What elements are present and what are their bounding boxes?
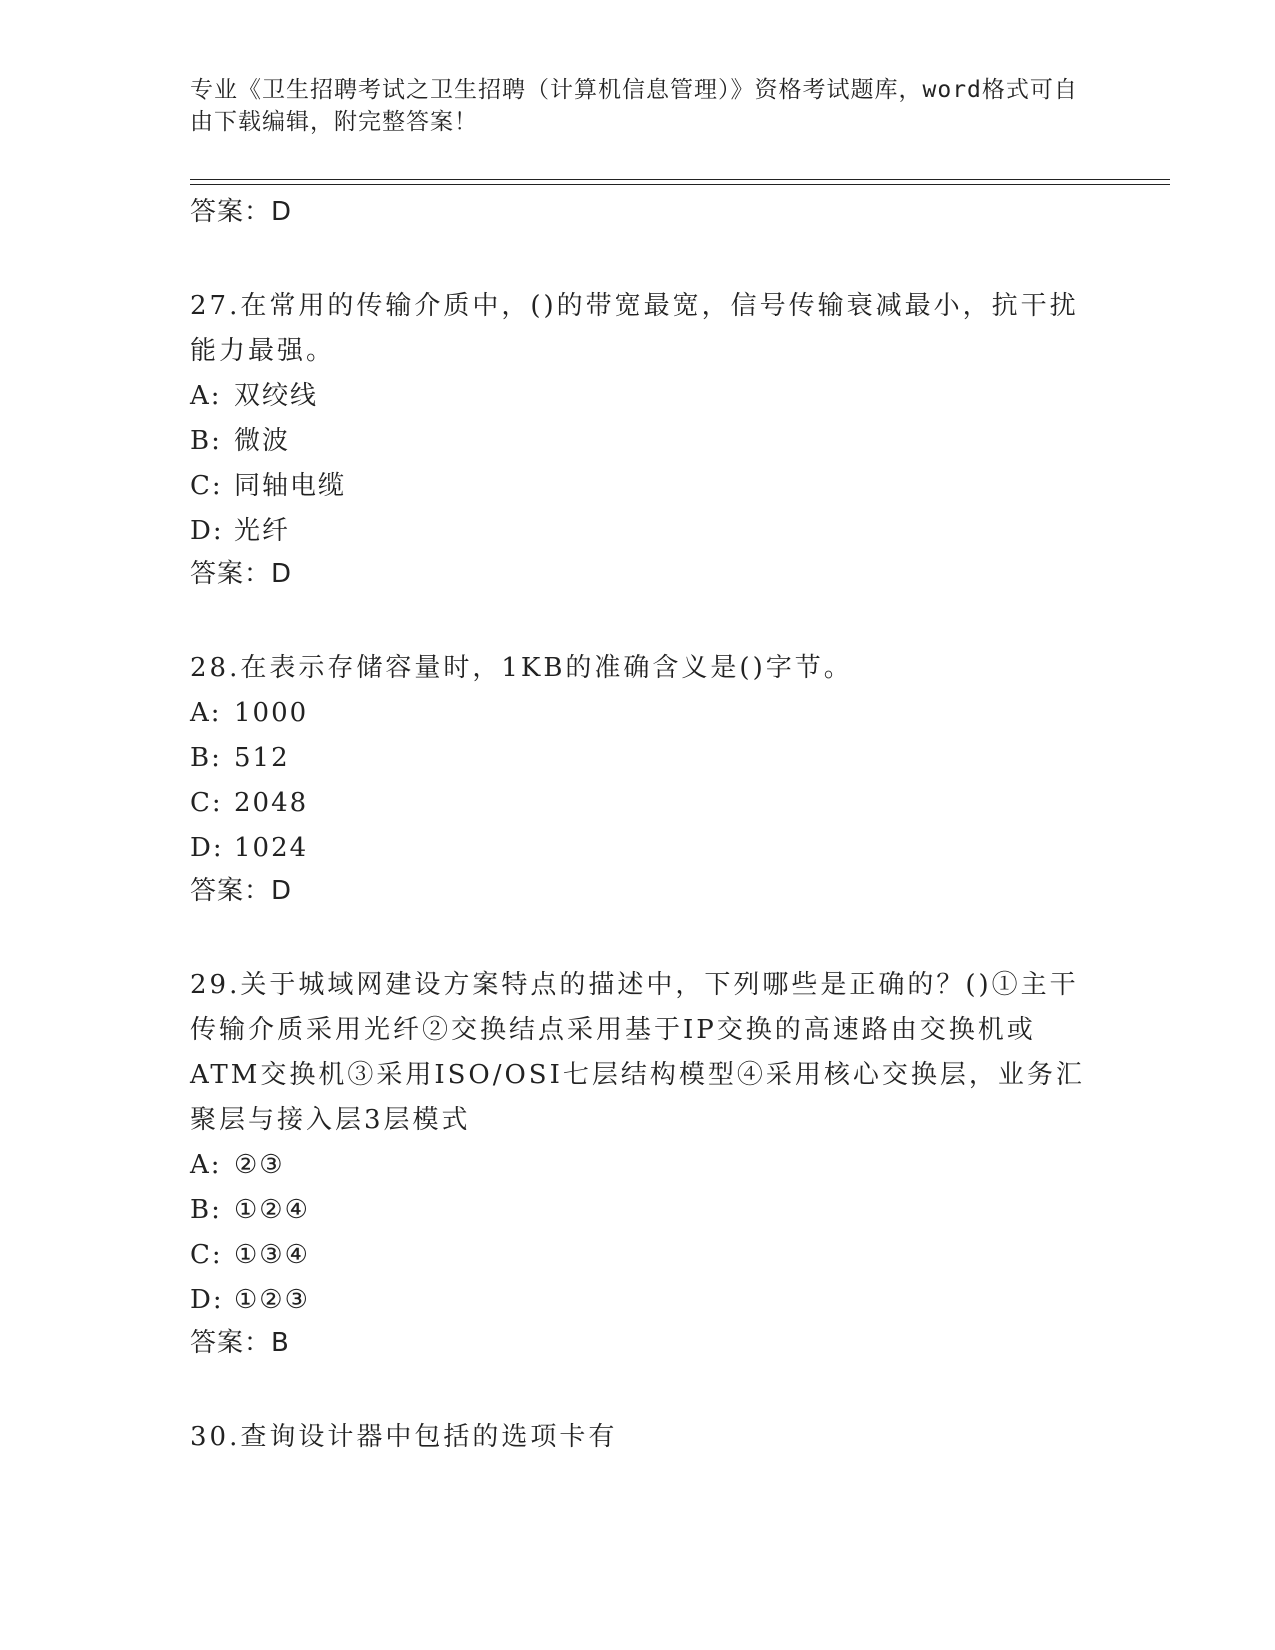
option-d (190, 826, 1090, 871)
question-28 (190, 646, 1090, 911)
option-key: A: (190, 381, 222, 411)
answer-line: 答案：D (190, 876, 293, 906)
option-value: 1024 (234, 833, 309, 863)
answer-line: 答案：B (190, 1328, 290, 1358)
question-30 (190, 1415, 1090, 1460)
question-text: 28.在表示存储容量时，1KB的准确含义是()字节。 (190, 653, 853, 683)
option-c (190, 464, 1090, 509)
option-key: B: (190, 743, 222, 773)
option-key: C: (190, 471, 223, 501)
option-b (190, 419, 1090, 464)
option-a (190, 1143, 1090, 1188)
option-value: 同轴电缆 (234, 471, 347, 501)
option-key: C: (190, 788, 223, 818)
option-value: 微波 (234, 426, 291, 456)
option-value: 双绞线 (234, 381, 319, 411)
option-d (190, 1278, 1090, 1323)
answer-line: 答案：D (190, 197, 293, 227)
option-key: A: (190, 698, 222, 728)
option-key: A: (190, 1150, 222, 1180)
option-value: 2048 (234, 788, 309, 818)
option-value: ①②④ (234, 1195, 310, 1225)
question-29 (190, 963, 1090, 1363)
option-value: 512 (234, 743, 290, 773)
option-value: 1000 (234, 698, 309, 728)
answer-line: 答案：D (190, 559, 293, 589)
option-a (190, 691, 1090, 736)
option-value: ②③ (234, 1150, 285, 1180)
document-body (190, 192, 1090, 1460)
option-b (190, 1188, 1090, 1233)
option-key: D: (190, 1285, 224, 1315)
option-c (190, 781, 1090, 826)
option-key: D: (190, 833, 224, 863)
option-b (190, 736, 1090, 781)
option-d (190, 509, 1090, 554)
question-27 (190, 284, 1090, 594)
option-a (190, 374, 1090, 419)
option-key: D: (190, 516, 224, 546)
option-key: B: (190, 1195, 222, 1225)
option-value: ①②③ (234, 1285, 310, 1315)
page-header: 专业《卫生招聘考试之卫生招聘（计算机信息管理）》资格考试题库，word格式可自由下载编辑，附完整答案！ (190, 77, 1078, 135)
option-value: ①③④ (234, 1240, 310, 1270)
option-key: B: (190, 426, 222, 456)
option-c (190, 1233, 1090, 1278)
option-value: 光纤 (234, 516, 291, 546)
question-text: 27.在常用的传输介质中，()的带宽最宽，信号传输衰减最小，抗干扰能力最强。 (190, 291, 1079, 366)
question-text: 29.关于城域网建设方案特点的描述中，下列哪些是正确的？()①主干传输介质采用光纤②交换结点采用基于IP交换的高速路由交换机或ATM交换机③采用ISO/OSI七层结构模型④采用核心交换层，业务汇聚层与接入层3层模式 (190, 970, 1085, 1135)
question-text: 30.查询设计器中包括的选项卡有 (190, 1422, 618, 1452)
option-key: C: (190, 1240, 223, 1270)
header-divider (190, 179, 1170, 185)
